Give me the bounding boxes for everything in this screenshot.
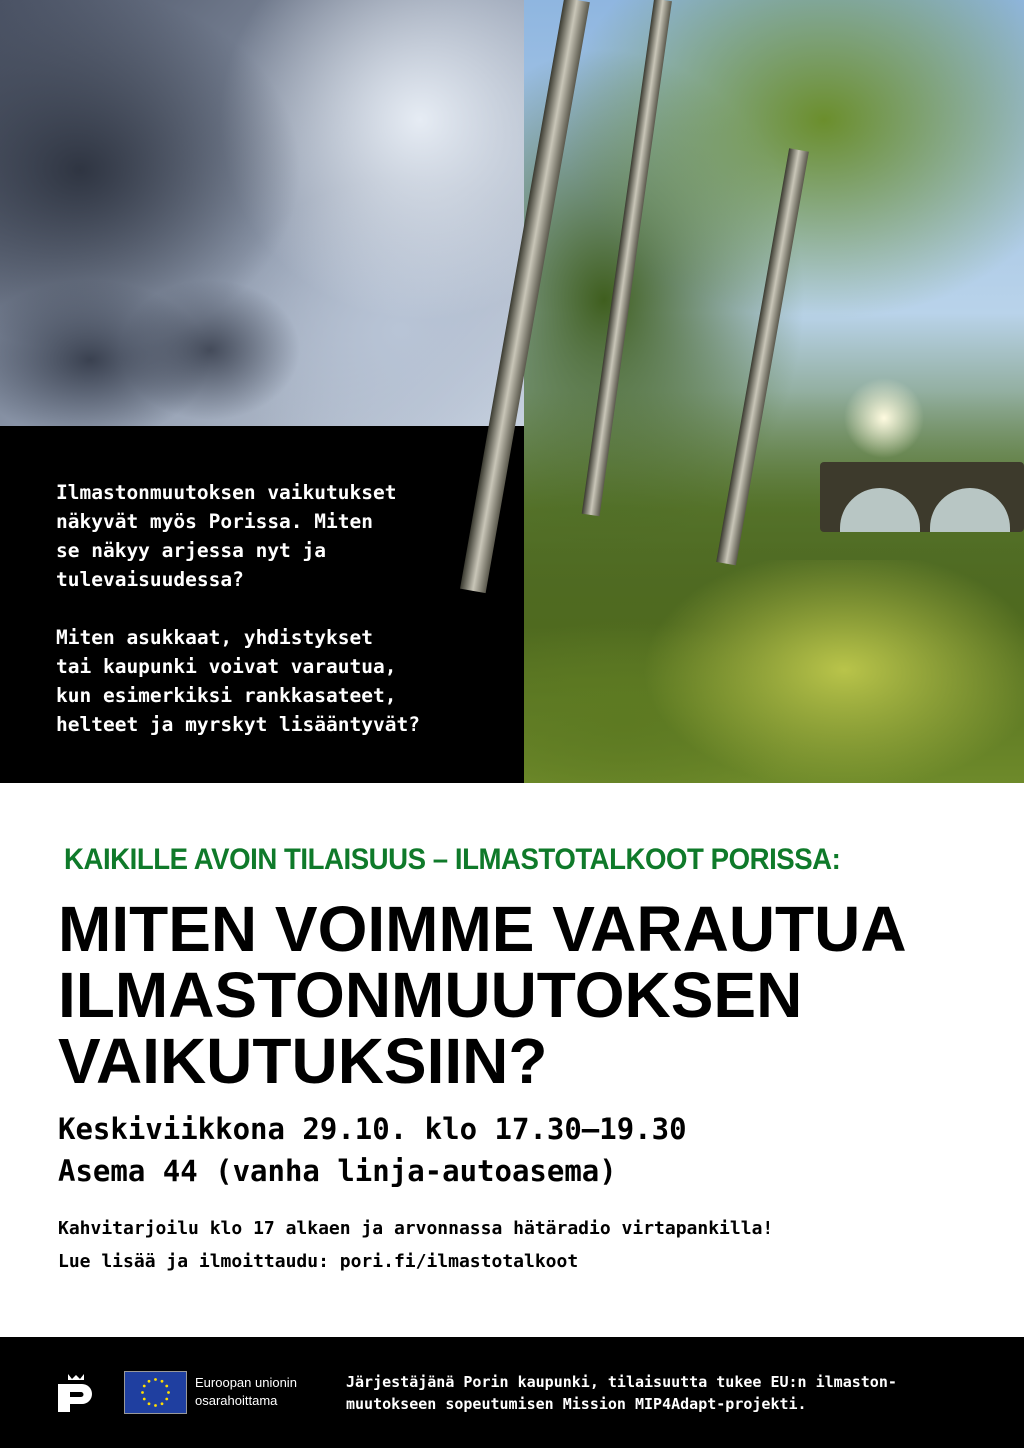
organizer-line-2: muutokseen sopeutumisen Mission MIP4Adapt-projekti. [346, 1395, 807, 1413]
eu-funding-label [195, 1374, 297, 1410]
event-extra [58, 1212, 773, 1278]
intro-text [56, 478, 496, 739]
eu-star [148, 1380, 151, 1383]
intro-paragraph-1: Ilmastonmuutoksen vaikutukset näkyvät myös Porissa. Miten se näkyy arjessa nyt ja tulevaisuudessa? [56, 481, 397, 591]
event-note: Kahvitarjoilu klo 17 alkaen ja arvonnassa hätäradio virtapankilla! [58, 1218, 774, 1239]
eu-flag-icon [124, 1371, 187, 1414]
event-register-link[interactable]: Lue lisää ja ilmoittaudu: pori.fi/ilmastotalkoot [58, 1251, 579, 1272]
eu-label-line-2: osarahoittama [195, 1393, 278, 1408]
stone-bridge [820, 462, 1024, 532]
pori-logo [56, 1374, 96, 1414]
eu-label-line-1: Euroopan unionin [195, 1375, 297, 1390]
storm-clouds-photo [0, 0, 524, 426]
eu-star [154, 1404, 157, 1407]
organizer-line-1: Järjestäjänä Porin kaupunki, tilaisuutta tukee EU:n ilmaston- [346, 1373, 897, 1391]
organizer-text [346, 1371, 897, 1415]
eu-star [165, 1385, 168, 1388]
eu-star [167, 1391, 170, 1394]
eu-star [143, 1398, 146, 1401]
event-details [58, 1108, 687, 1192]
event-location: Asema 44 (vanha linja-autoasema) [58, 1154, 617, 1188]
event-date-time: Keskiviikkona 29.10. klo 17.30–19.30 [58, 1112, 687, 1146]
eu-star [165, 1398, 168, 1401]
eu-star [154, 1378, 157, 1381]
eu-star [148, 1402, 151, 1405]
eu-star [161, 1402, 164, 1405]
ferns [524, 560, 1024, 783]
intro-paragraph-2: Miten asukkaat, yhdistykset tai kaupunki voivat varautua, kun esimerkiksi rankkasateet, helteet ja myrskyt lisääntyvät? [56, 626, 420, 736]
event-kicker: KAIKILLE AVOIN TILAISUUS – ILMASTOTALKOOT PORISSA: [64, 843, 841, 876]
eu-star [141, 1391, 144, 1394]
event-title: MITEN VOIMME VARAUTUA ILMASTONMUUTOKSEN VAIKUTUKSIIN? [58, 893, 907, 1097]
eu-star [143, 1385, 146, 1388]
eu-star [161, 1380, 164, 1383]
